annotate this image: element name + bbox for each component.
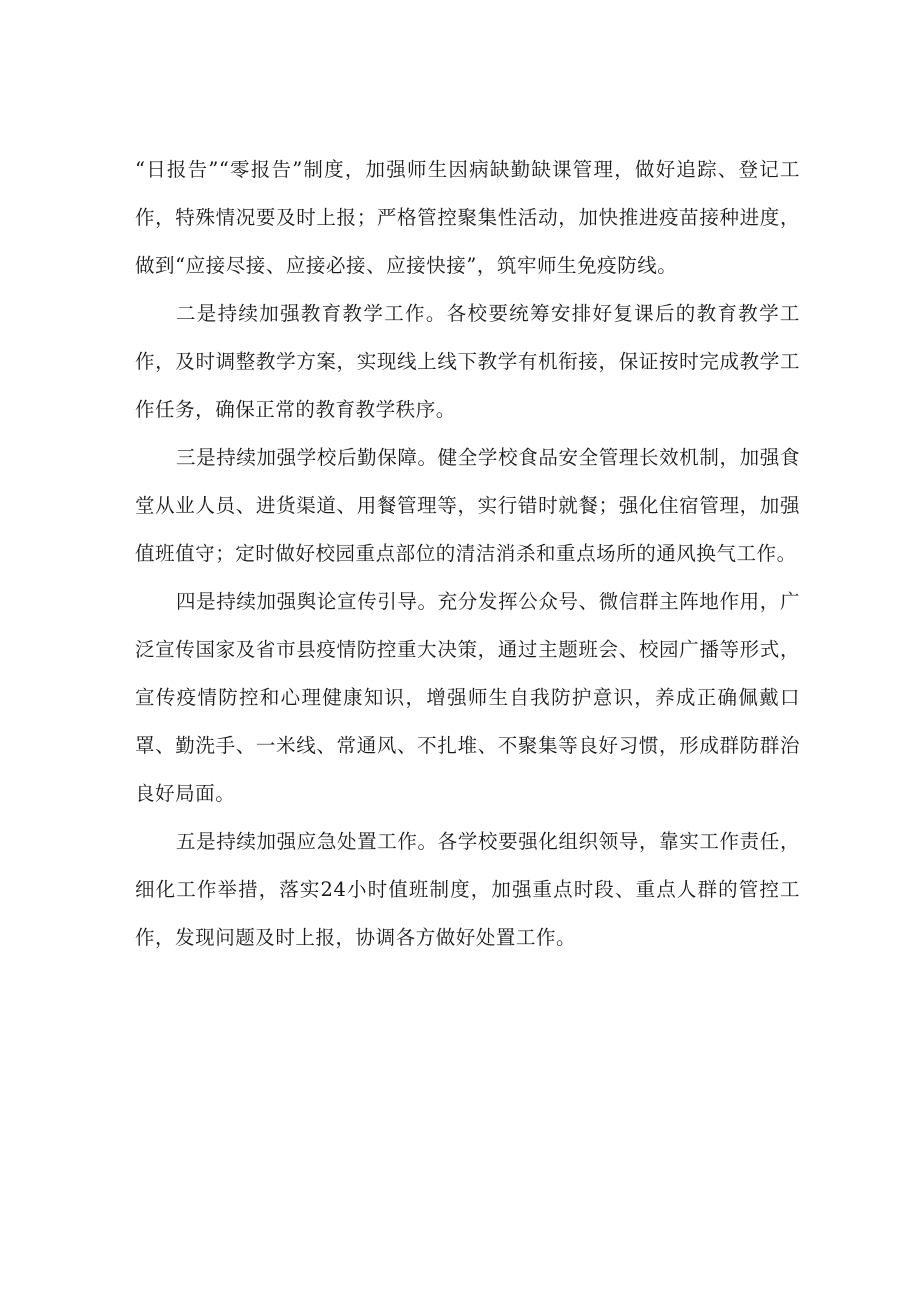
document-body [135, 146, 800, 962]
paragraph-teaching: 二是持续加强教育教学工作。各校要统筹安排好复课后的教育教学工作，及时调整教学方案，实现线上线下教学有机衔接，保证按时完成教学工作任务，确保正常的教育教学秩序。 [135, 302, 800, 421]
paragraph-emergency: 五是持续加强应急处置工作。各学校要强化组织领导，靠实工作责任，细化工作举措，落实24小时值班制度，加强重点时段、重点人群的管控工作，发现问题及时上报，协调各方做好处置工作。 [135, 830, 800, 949]
paragraph-continued: “日报告”“零报告”制度，加强师生因病缺勤缺课管理，做好追踪、登记工作，特殊情况要及时上报；严格管控聚集性活动，加快推进疫苗接种进度，做到“应接尽接、应接必接、应接快接”，筑牢师生免疫防线。 [135, 158, 800, 277]
paragraph-logistics: 三是持续加强学校后勤保障。健全学校食品安全管理长效机制，加强食堂从业人员、进货渠道、用餐管理等，实行错时就餐；强化住宿管理，加强值班值守；定时做好校园重点部位的清洁消杀和重点场所的通风换气工作。 [135, 446, 800, 565]
paragraph-publicity: 四是持续加强舆论宣传引导。充分发挥公众号、微信群主阵地作用，广泛宣传国家及省市县疫情防控重大决策，通过主题班会、校园广播等形式，宣传疫情防控和心理健康知识，增强师生自我防护意识，养成正确佩戴口罩、勤洗手、一米线、常通风、不扎堆、不聚集等良好习惯，形成群防群治良好局面。 [135, 590, 800, 805]
